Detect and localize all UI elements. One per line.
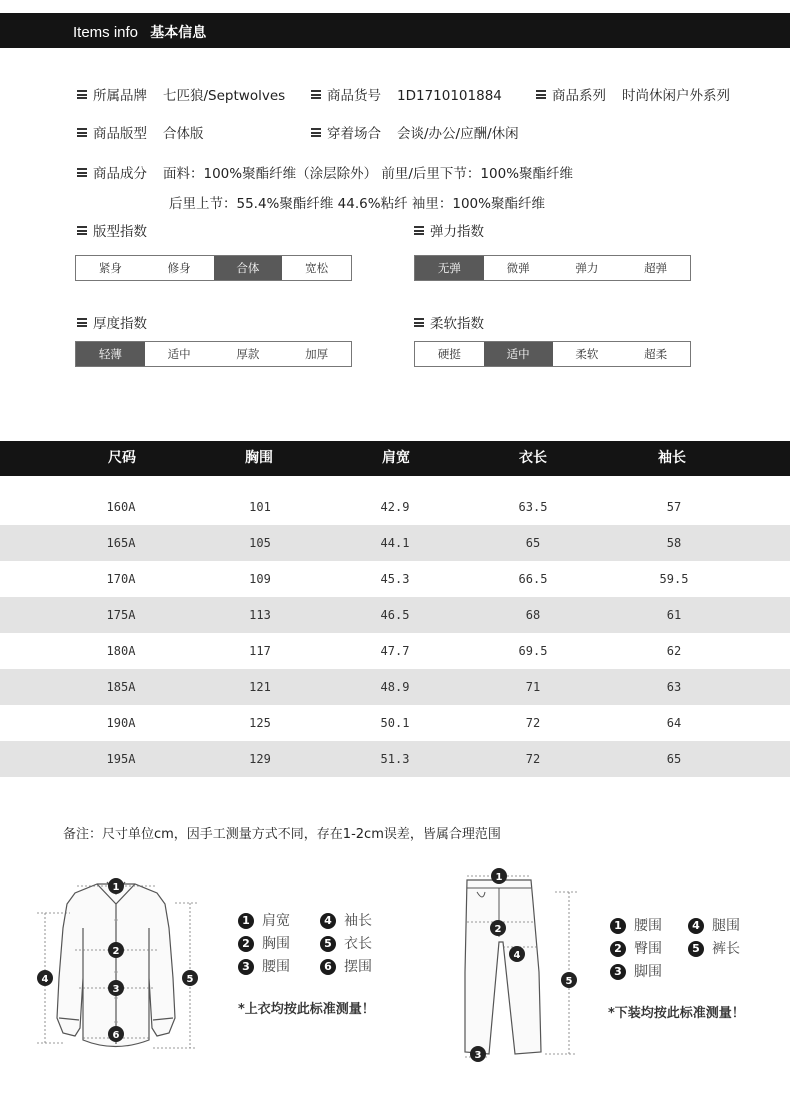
scale-option: 适中 [167,347,191,361]
table-cell: 175A [106,608,136,622]
table-cell: 66.5 [518,572,548,586]
shirt-marker-4 [37,970,53,986]
scale-option: 轻薄 [76,342,145,366]
pants-marker-1 [491,868,507,884]
table-cell: 72 [525,752,541,766]
shirt-marker-3 [108,980,124,996]
table-cell: 165A [106,536,136,550]
header-bar [0,13,790,48]
list-mark-icon [77,168,87,177]
scale-thickness-title-text: 厚度指数 [93,316,147,332]
scale-option: 微弹 [506,261,530,275]
scale-fit [75,255,352,281]
attr-sku-value: 1D1710101884 [397,88,502,104]
scale-option: 适中 [484,342,553,366]
table-cell: 68 [525,608,541,622]
svg-text:2: 2 [112,946,120,957]
bottom-legend-hint: *下装均按此标准测量！ [608,1006,745,1021]
scale-option: 合体 [214,256,283,280]
bottom-legend-item: 3 脚围 [610,961,662,981]
scale-option: 硬挺 [437,347,461,361]
list-mark-icon [414,226,424,235]
shirt-diagram [35,868,215,1058]
attr-series-value: 时尚休闲户外系列 [622,88,730,104]
svg-text:3: 3 [474,1050,482,1061]
table-cell: 105 [249,536,271,550]
scale-fit-title [77,220,147,240]
scale-elasticity [414,255,691,281]
pants-marker-2 [490,920,506,936]
table-cell: 190A [106,716,136,730]
bottom-legend-item: 1 腰围 [610,915,662,935]
table-cell: 195A [106,752,136,766]
table-cell: 47.7 [380,644,410,658]
attr-occasion-value: 会谈/办公/应酬/休闲 [397,126,519,142]
table-cell: 50.1 [380,716,410,730]
attr-material [77,162,573,182]
table-cell: 109 [249,572,271,586]
table-cell: 44.1 [380,536,410,550]
shirt-marker-6 [108,1026,124,1042]
bottom-legend-item: 4 腿围 [688,915,740,935]
column-header-chest: 胸围 [245,450,273,466]
table-cell: 42.9 [380,500,410,514]
attr-occasion-label: 穿着场合 [327,126,381,142]
attr-material-line2: 后里上节：55.4%聚酯纤维 44.6%粘纤 袖里：100%聚酯纤维 [169,196,545,212]
scale-thickness-title [77,312,147,332]
attr-material-label: 商品成分 [93,166,147,182]
table-row [0,741,790,777]
scale-option: 超弹 [644,261,668,275]
table-cell: 48.9 [380,680,410,694]
pants-marker-3 [470,1046,486,1062]
shirt-marker-5 [182,970,198,986]
list-mark-icon [77,226,87,235]
table-row [0,669,790,705]
svg-text:1: 1 [112,882,120,893]
table-cell: 63 [666,680,682,694]
svg-text:2: 2 [494,924,502,935]
attr-brand [77,84,285,104]
shirt-marker-2 [108,942,124,958]
table-cell: 72 [525,716,541,730]
scale-option: 弹力 [575,261,599,275]
table-cell: 62 [666,644,682,658]
attr-fit-label: 商品版型 [93,126,147,142]
table-cell: 71 [525,680,541,694]
scale-fit-title-text: 版型指数 [93,224,147,240]
table-cell: 46.5 [380,608,410,622]
column-header-length: 衣长 [519,450,547,466]
header-title-cn: 基本信息 [150,24,207,40]
scale-thickness [75,341,352,367]
column-header-size: 尺码 [108,450,136,466]
scale-option: 紧身 [98,261,122,275]
scale-elasticity-title-text: 弹力指数 [430,224,484,240]
table-cell: 51.3 [380,752,410,766]
table-cell: 160A [106,500,136,514]
attr-series-label: 商品系列 [552,88,606,104]
list-mark-icon [414,318,424,327]
header-title [73,22,206,42]
pants-marker-4 [509,946,525,962]
attr-material-line1: 面料：100%聚酯纤维（涂层除外） 前里/后里下节：100%聚酯纤维 [163,166,574,182]
table-cell: 58 [666,536,682,550]
table-row [0,561,790,597]
svg-text:3: 3 [112,984,120,995]
scale-option: 超柔 [644,347,668,361]
top-legend-item: 6 摆围 [320,956,372,976]
list-mark-icon [311,128,321,137]
list-mark-icon [536,90,546,99]
svg-text:4: 4 [513,950,521,961]
attr-fit-value: 合体版 [163,126,204,142]
table-cell: 129 [249,752,271,766]
pants-marker-5 [561,972,577,988]
scale-softness [414,341,691,367]
column-header-shoulder: 肩宽 [382,450,410,466]
table-cell: 121 [249,680,271,694]
top-legend-item: 5 衣长 [320,933,372,953]
top-legend-item: 1 肩宽 [238,910,290,930]
attr-sku-label: 商品货号 [327,88,381,104]
table-cell: 45.3 [380,572,410,586]
table-row [0,489,790,525]
scale-option: 修身 [167,261,191,275]
list-mark-icon [77,318,87,327]
table-cell: 185A [106,680,136,694]
size-table [0,441,790,777]
attr-brand-label: 所属品牌 [93,88,147,104]
svg-text:6: 6 [112,1030,120,1041]
size-table-body [0,476,790,777]
table-row [0,705,790,741]
svg-text:1: 1 [495,872,503,883]
top-legend-item: 4 袖长 [320,910,372,930]
svg-text:4: 4 [41,974,49,985]
table-cell: 101 [249,500,271,514]
scale-option: 柔软 [575,347,599,361]
top-legend-item: 2 胸围 [238,933,290,953]
bottom-legend-item: 2 臀围 [610,938,662,958]
table-cell: 61 [666,608,682,622]
size-table-header [0,441,790,476]
table-cell: 117 [249,644,271,658]
table-cell: 180A [106,644,136,658]
table-row [0,525,790,561]
attr-sku [311,84,502,104]
attr-series [536,84,730,104]
scale-softness-title [414,312,484,332]
top-legend-hint: *上衣均按此标准测量！ [238,1002,375,1017]
scale-elasticity-title [414,220,484,240]
list-mark-icon [77,128,87,137]
header-title-en: Items info [73,24,139,41]
list-mark-icon [311,90,321,99]
table-row [0,597,790,633]
table-row [0,633,790,669]
table-cell: 65 [666,752,682,766]
table-cell: 64 [666,716,682,730]
scale-option: 宽松 [305,261,329,275]
top-legend-item: 3 腰围 [238,956,290,976]
measurement-note: 备注：尺寸单位cm，因手工测量方式不同，存在1-2cm误差，皆属合理范围 [63,827,501,842]
table-cell: 170A [106,572,136,586]
table-cell: 125 [249,716,271,730]
shirt-marker-1 [108,878,124,894]
scale-option: 厚款 [236,347,260,361]
attr-fit [77,122,204,142]
scale-option: 加厚 [305,347,329,361]
scale-softness-title-text: 柔软指数 [430,316,484,332]
list-mark-icon [77,90,87,99]
attr-brand-value: 七匹狼/Septwolves [163,88,286,104]
pants-diagram [455,862,585,1067]
svg-text:5: 5 [565,976,573,987]
bottom-legend-item: 5 裤长 [688,938,740,958]
table-cell: 113 [249,608,271,622]
table-cell: 69.5 [518,644,548,658]
scale-option: 无弹 [415,256,484,280]
table-cell: 59.5 [659,572,689,586]
svg-text:5: 5 [186,974,194,985]
table-cell: 63.5 [518,500,548,514]
table-cell: 65 [525,536,541,550]
table-cell: 57 [666,500,682,514]
attr-occasion [311,122,519,142]
column-header-sleeve: 袖长 [658,450,686,466]
